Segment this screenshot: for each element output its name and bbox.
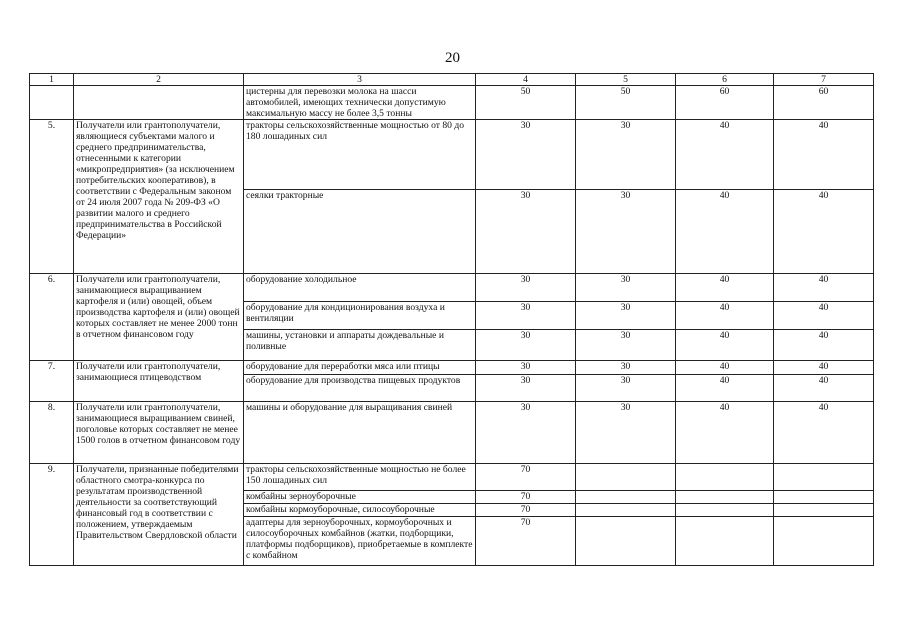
rate-col5: 30 [576,330,676,361]
rate-col5: 30 [576,274,676,302]
equipment-cell: тракторы сельскохозяйственные мощностью от 80 до 180 лошадиных сил [244,120,476,190]
rate-col6 [676,504,774,517]
rate-col4: 30 [476,120,576,190]
recipient-cell: Получатели, признанные победителями областного смотра-конкурса по результатам производственной деятельности за соответствующий финансовый год в соответствии с положением, утверждаемым Правительством Свердловской области [74,464,244,566]
rate-col7 [774,464,874,491]
recipient-cell [74,86,244,120]
rate-col4: 30 [476,330,576,361]
rate-col4: 30 [476,375,576,402]
table-row [30,464,874,491]
col-header-2: 2 [74,74,244,86]
rate-col5: 30 [576,120,676,190]
table-row [30,274,874,302]
rate-col4: 30 [476,302,576,330]
col-header-4: 4 [476,74,576,86]
subsidy-rates-table [29,73,874,566]
rate-col6: 40 [676,302,774,330]
rate-col6: 40 [676,274,774,302]
rate-col7: 60 [774,86,874,120]
row-number [30,86,74,120]
rate-col4: 30 [476,190,576,274]
recipient-cell: Получатели или грантополучатели, являющиеся субъектами малого и среднего предпринимательства, отнесенными к категории «микропредприятия» (за исключением потребительских кооперативов), в соответствии с Федеральным законом от 24 июля 2007 года № 209-ФЗ «О развитии малого и среднего предпринимательства в Российской Федерации» [74,120,244,274]
equipment-cell: оборудование для производства пищевых продуктов [244,375,476,402]
row-number: 7. [30,361,74,402]
rate-col7 [774,517,874,566]
rate-col4: 30 [476,402,576,464]
row-number: 6. [30,274,74,361]
col-header-5: 5 [576,74,676,86]
equipment-cell: оборудование холодильное [244,274,476,302]
row-number: 9. [30,464,74,566]
rate-col6: 40 [676,361,774,375]
rate-col7: 40 [774,120,874,190]
rate-col7 [774,504,874,517]
rate-col7: 40 [774,375,874,402]
rate-col5 [576,504,676,517]
rate-col5: 30 [576,190,676,274]
equipment-cell: комбайны зерноуборочные [244,491,476,504]
rate-col4: 70 [476,517,576,566]
rate-col5 [576,517,676,566]
equipment-cell: машины, установки и аппараты дождевальные и поливные [244,330,476,361]
rate-col4: 30 [476,274,576,302]
rate-col4: 70 [476,464,576,491]
table-row [30,361,874,375]
equipment-cell: оборудование для кондиционирования воздуха и вентиляции [244,302,476,330]
col-header-1: 1 [30,74,74,86]
rate-col4: 70 [476,491,576,504]
rate-col7: 40 [774,330,874,361]
rate-col5: 30 [576,302,676,330]
rate-col6 [676,517,774,566]
rate-col6: 40 [676,330,774,361]
rate-col6 [676,464,774,491]
rate-col7 [774,491,874,504]
col-header-6: 6 [676,74,774,86]
rate-col4: 70 [476,504,576,517]
equipment-cell: оборудование для переработки мяса или птицы [244,361,476,375]
col-header-3: 3 [244,74,476,86]
rate-col5: 30 [576,402,676,464]
rate-col5: 50 [576,86,676,120]
recipient-cell: Получатели или грантополучатели, занимающиеся птицеводством [74,361,244,402]
rate-col6: 40 [676,190,774,274]
row-number: 5. [30,120,74,274]
rate-col7: 40 [774,402,874,464]
rate-col5: 30 [576,375,676,402]
recipient-cell: Получатели или грантополучатели, занимающиеся выращиванием картофеля и (или) овощей, объем производства картофеля и (или) овощей которых составляет не менее 2000 тонн в отчетном финансовом году [74,274,244,361]
equipment-cell: машины и оборудование для выращивания свиней [244,402,476,464]
table-row [30,86,874,120]
rate-col4: 50 [476,86,576,120]
rate-col5: 30 [576,361,676,375]
table-row [30,402,874,464]
col-header-7: 7 [774,74,874,86]
row-number: 8. [30,402,74,464]
rate-col7: 40 [774,190,874,274]
equipment-cell: комбайны кормоуборочные, силосоуборочные [244,504,476,517]
rate-col6: 40 [676,120,774,190]
page-number: 20 [445,50,460,66]
table-row [30,120,874,190]
rate-col5 [576,491,676,504]
recipient-cell: Получатели или грантополучатели, занимающиеся выращиванием свиней, поголовье которых составляет не менее 1500 голов в отчетном финансовом году [74,402,244,464]
rate-col5 [576,464,676,491]
equipment-cell: тракторы сельскохозяйственные мощностью не более 150 лошадиных сил [244,464,476,491]
rate-col6 [676,491,774,504]
rate-col7: 40 [774,274,874,302]
rate-col7: 40 [774,361,874,375]
equipment-cell: цистерны для перевозки молока на шасси автомобилей, имеющих технически допустимую максимальную массу не более 3,5 тонны [244,86,476,120]
rate-col6: 40 [676,375,774,402]
equipment-cell: адаптеры для зерноуборочных, кормоуборочных и силосоуборочных комбайнов (жатки, подборщики, платформы подборщиков), приобретаемые в комплекте с комбайном [244,517,476,566]
rate-col6: 40 [676,402,774,464]
equipment-cell: сеялки тракторные [244,190,476,274]
header-row [30,74,874,86]
rate-col6: 60 [676,86,774,120]
rate-col4: 30 [476,361,576,375]
rate-col7: 40 [774,302,874,330]
